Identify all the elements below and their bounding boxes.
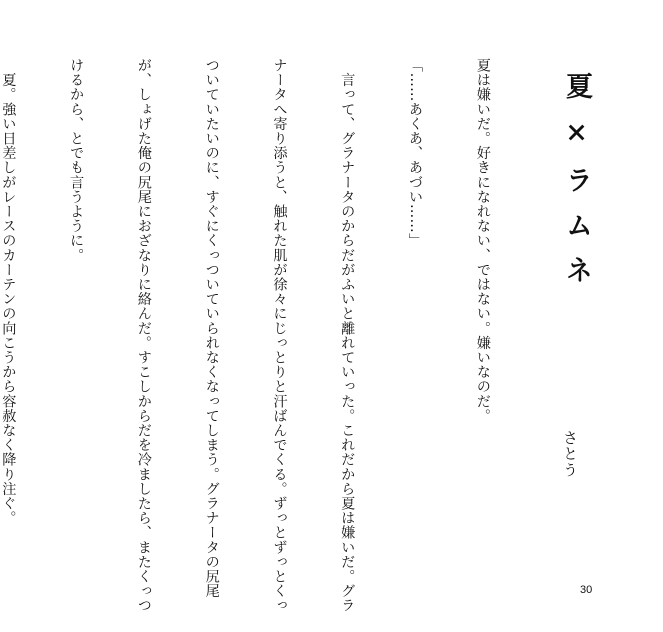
story-title: 夏×ラムネ bbox=[561, 72, 592, 301]
text-line: 夏は嫌いだ。好きになれない、ではない。嫌いなのだ。 bbox=[474, 58, 491, 423]
text-line: けるから、とでも言うように。 bbox=[68, 58, 85, 263]
page-number: 30 bbox=[580, 584, 593, 596]
body-text bbox=[0, 58, 539, 613]
author-name: さとう bbox=[561, 430, 579, 478]
text-line: ナータへ寄り添うと、触れた肌が徐々にじっとりと汗ばんでくる。ずっとずっとくっ bbox=[271, 58, 288, 613]
text-line: が、しょげた俺の尻尾におざなりに絡んだ。すこしからだを冷ましたら、またくっつ bbox=[135, 58, 152, 613]
text-line: ついていたいのに、すぐにくっついていられなくなってしまう。グラナータの尻尾 bbox=[203, 58, 220, 599]
text-line: 「……あくあ、あづい……」 bbox=[407, 58, 424, 248]
text-line: 言って、グラナータのからだがふいと離れていった。これだから夏は嫌いだ。グラ bbox=[339, 58, 356, 613]
text-line: 夏。強い日差しがレースのカーテンの向こうから容赦なく降り注ぐ。 bbox=[0, 58, 17, 526]
